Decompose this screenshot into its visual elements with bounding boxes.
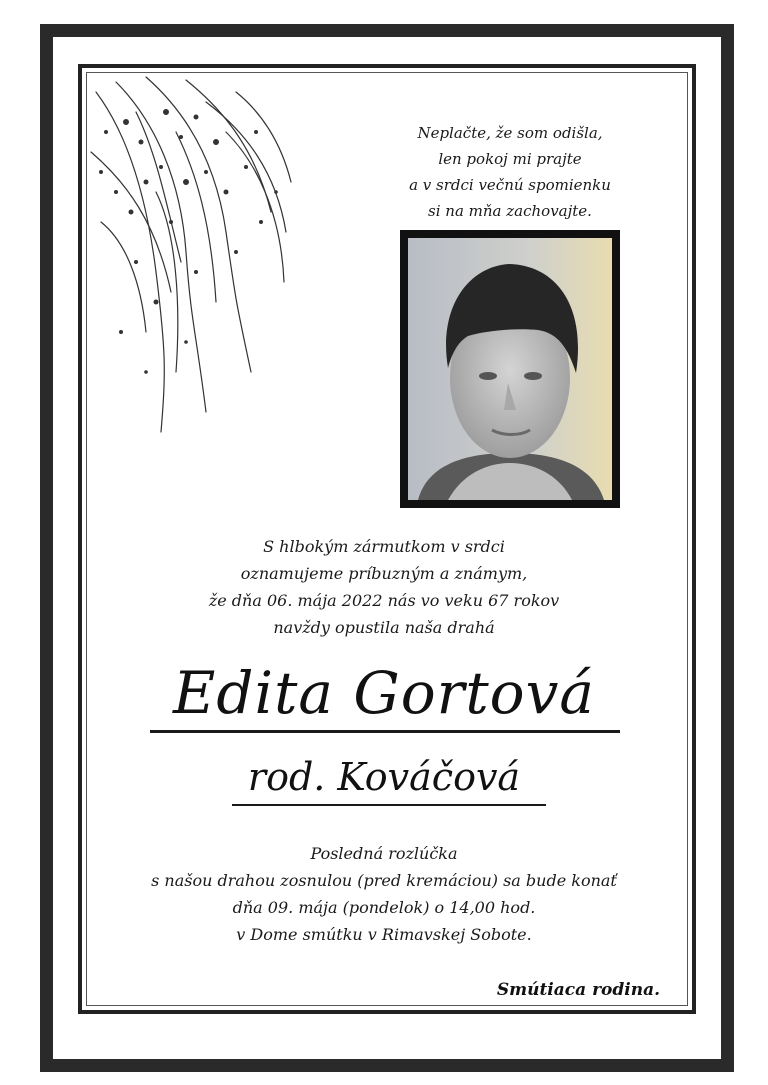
- funeral-line: dňa 09. mája (pondelok) o 14,00 hod.: [232, 898, 536, 917]
- poem-line: a v srdci večnú spomienku: [409, 176, 611, 194]
- floral-decoration-icon: [86, 72, 296, 442]
- family-signature: Smútiaca rodina.: [496, 980, 660, 1000]
- funeral-line: s našou drahou zosnulou (pred kremáciou) sa bude konať: [151, 871, 617, 890]
- poem-line: len pokoj mi prajte: [438, 150, 582, 168]
- poem-line: Neplačte, že som odišla,: [417, 124, 603, 142]
- announcement-line: že dňa 06. mája 2022 nás vo veku 67 rokov: [208, 591, 560, 610]
- deceased-name: Edita Gortová: [173, 659, 595, 727]
- funeral-line: v Dome smútku v Rimavskej Sobote.: [236, 925, 532, 944]
- funeral-details: [110, 840, 658, 948]
- poem-line: si na mňa zachovajte.: [428, 202, 592, 220]
- announcement-line: navždy opustila naša drahá: [273, 618, 495, 637]
- portrait-photo-icon: [408, 238, 612, 500]
- funeral-line: Posledná rozlúčka: [310, 844, 458, 863]
- death-announcement: [120, 533, 648, 641]
- announcement-line: S hlbokým zármutkom v srdci: [263, 537, 505, 556]
- name-underline: [150, 730, 620, 733]
- maiden-name-underline: [232, 804, 546, 806]
- maiden-name: rod. Kováčová: [247, 755, 521, 799]
- memorial-poem: [360, 120, 660, 224]
- announcement-line: oznamujeme príbuzným a známym,: [240, 564, 528, 583]
- portrait-frame: [400, 230, 620, 508]
